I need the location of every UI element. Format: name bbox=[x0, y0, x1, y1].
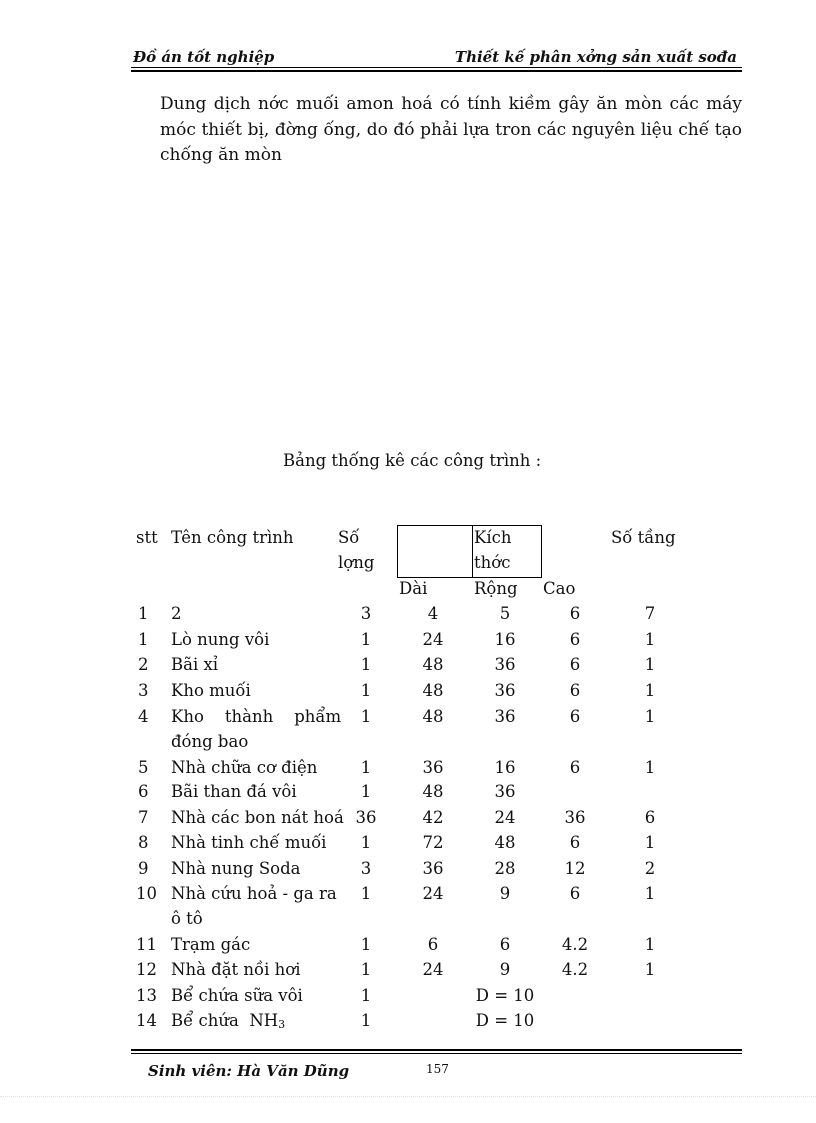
col-number-3: 3 bbox=[360, 604, 372, 623]
row-qty: 1 bbox=[360, 935, 372, 954]
col-number-5: 5 bbox=[499, 604, 511, 623]
row-name: Kho muối bbox=[171, 681, 251, 700]
row-floors: 1 bbox=[644, 655, 656, 674]
row-floors: 2 bbox=[644, 859, 656, 878]
row-name: Kho thành phẩm bbox=[171, 707, 342, 726]
row-floors: 1 bbox=[644, 758, 656, 777]
row-length: 36 bbox=[422, 758, 444, 777]
row-qty: 1 bbox=[360, 782, 372, 801]
row-qty: 1 bbox=[360, 833, 372, 852]
row-floors: 6 bbox=[644, 808, 656, 827]
row-length: 48 bbox=[422, 707, 444, 726]
row-stt: 8 bbox=[138, 833, 149, 852]
row-qty: 3 bbox=[360, 859, 372, 878]
header-qty-line1: Số bbox=[338, 528, 360, 547]
row-name: Nhà tinh chế muối bbox=[171, 833, 327, 852]
row-height: 6 bbox=[569, 884, 581, 903]
header-rule-thin bbox=[131, 67, 742, 68]
row-name: Nhà các bon nát hoá bbox=[171, 808, 344, 827]
row-stt: 3 bbox=[138, 681, 149, 700]
row-width: 9 bbox=[499, 884, 511, 903]
header-qty-line2: lợng bbox=[338, 553, 375, 572]
header-stt: stt bbox=[136, 528, 158, 547]
row-width: 16 bbox=[494, 630, 516, 649]
page-number: 157 bbox=[426, 1062, 449, 1076]
row-length: 72 bbox=[422, 833, 444, 852]
row-name: Nhà đặt nồi hơi bbox=[171, 960, 301, 979]
header-height: Cao bbox=[543, 579, 576, 598]
row-name: Nhà chữa cơ điện bbox=[171, 758, 318, 777]
row-stt: 1 bbox=[138, 630, 149, 649]
row-diameter: D = 10 bbox=[475, 986, 535, 1005]
row-height: 4.2 bbox=[561, 935, 589, 954]
row-name: Bể chứa sữa vôi bbox=[171, 986, 303, 1005]
dim-box-right bbox=[541, 525, 542, 578]
header-dim-line2: thớc bbox=[474, 553, 511, 572]
dim-box-top bbox=[397, 525, 541, 526]
row-floors: 1 bbox=[644, 960, 656, 979]
row-name: Trạm gác bbox=[171, 935, 251, 954]
header-rule-thick bbox=[131, 70, 742, 72]
row-height: 6 bbox=[569, 707, 581, 726]
page-bottom-dotted-line bbox=[0, 1096, 816, 1097]
row-width: 48 bbox=[494, 833, 516, 852]
row-qty: 1 bbox=[360, 758, 372, 777]
col-number-1: 1 bbox=[138, 604, 149, 623]
header-left: Đồ án tốt nghiệp bbox=[133, 48, 275, 66]
body-paragraph: Dung dịch nớc muối amon hoá có tính kiềm gây ăn mòn các máy móc thiết bị, đờng ống, do đó phải lựa tron các nguyên liệu chế tạo chống ăn mòn bbox=[160, 94, 742, 165]
row-qty: 1 bbox=[360, 707, 372, 726]
header-dim-line1: Kích bbox=[474, 528, 512, 547]
row-width: 6 bbox=[499, 935, 511, 954]
row-stt: 6 bbox=[138, 782, 149, 801]
row-width: 28 bbox=[494, 859, 516, 878]
row-qty: 1 bbox=[360, 884, 372, 903]
row-stt: 2 bbox=[138, 655, 149, 674]
row-name bbox=[171, 1011, 285, 1031]
row-height: 36 bbox=[564, 808, 586, 827]
row-floors: 1 bbox=[644, 884, 656, 903]
col-number-7: 7 bbox=[644, 604, 656, 623]
header-length: Dài bbox=[399, 579, 428, 598]
row-qty: 36 bbox=[355, 808, 377, 827]
col-number-4: 4 bbox=[427, 604, 439, 623]
dim-box-middle bbox=[472, 525, 473, 578]
header-floors: Số tầng bbox=[611, 528, 676, 547]
row-height: 12 bbox=[564, 859, 586, 878]
row-qty: 1 bbox=[360, 630, 372, 649]
row-diameter: D = 10 bbox=[475, 1011, 535, 1030]
row-name: Bãi xỉ bbox=[171, 655, 219, 674]
row-width: 36 bbox=[494, 655, 516, 674]
row-qty: 1 bbox=[360, 1011, 372, 1030]
row-length: 48 bbox=[422, 681, 444, 700]
row-name-continued: ô tô bbox=[171, 909, 203, 928]
row-width: 24 bbox=[494, 808, 516, 827]
row-width: 36 bbox=[494, 782, 516, 801]
row-length: 6 bbox=[427, 935, 439, 954]
row-stt: 13 bbox=[136, 986, 157, 1005]
row-name: Lò nung vôi bbox=[171, 630, 270, 649]
footer-rule-thin bbox=[131, 1053, 742, 1054]
row-qty: 1 bbox=[360, 960, 372, 979]
row-qty: 1 bbox=[360, 681, 372, 700]
row-length: 42 bbox=[422, 808, 444, 827]
row-name: Nhà nung Soda bbox=[171, 859, 301, 878]
table-caption: Bảng thống kê các công trình : bbox=[283, 451, 542, 470]
row-length: 24 bbox=[422, 630, 444, 649]
row-floors: 1 bbox=[644, 707, 656, 726]
row-name: Bãi than đá vôi bbox=[171, 782, 297, 801]
dim-box-left bbox=[397, 525, 398, 578]
row-qty: 1 bbox=[360, 986, 372, 1005]
row-floors: 1 bbox=[644, 630, 656, 649]
row-stt: 11 bbox=[136, 935, 157, 954]
row-floors: 1 bbox=[644, 935, 656, 954]
footer-rule-thick bbox=[131, 1049, 742, 1051]
footer-student: Sinh viên: Hà Văn Dũng bbox=[148, 1062, 350, 1080]
row-width: 36 bbox=[494, 681, 516, 700]
row-height: 6 bbox=[569, 833, 581, 852]
col-number-6: 6 bbox=[569, 604, 581, 623]
col-number-2: 2 bbox=[171, 604, 182, 623]
row-name: Nhà cứu hoả - ga ra bbox=[171, 884, 337, 903]
row-name-text: Bể chứa NH bbox=[171, 1011, 279, 1030]
row-stt: 12 bbox=[136, 960, 157, 979]
row-height: 6 bbox=[569, 758, 581, 777]
row-stt: 14 bbox=[136, 1011, 157, 1030]
row-floors: 1 bbox=[644, 833, 656, 852]
row-name-subscript: 3 bbox=[278, 1018, 286, 1031]
header-width: Rộng bbox=[474, 579, 518, 598]
row-width: 16 bbox=[494, 758, 516, 777]
row-height: 6 bbox=[569, 655, 581, 674]
row-stt: 9 bbox=[138, 859, 149, 878]
row-width: 9 bbox=[499, 960, 511, 979]
row-height: 6 bbox=[569, 630, 581, 649]
header-name: Tên công trình bbox=[171, 528, 294, 547]
row-length: 48 bbox=[422, 655, 444, 674]
row-length: 36 bbox=[422, 859, 444, 878]
row-qty: 1 bbox=[360, 655, 372, 674]
row-length: 48 bbox=[422, 782, 444, 801]
row-length: 24 bbox=[422, 884, 444, 903]
row-width: 36 bbox=[494, 707, 516, 726]
row-stt: 7 bbox=[138, 808, 149, 827]
row-floors: 1 bbox=[644, 681, 656, 700]
dim-box-bottom bbox=[397, 577, 541, 578]
header-right: Thiết kế phân xởng sản xuất sođa bbox=[454, 48, 737, 66]
row-stt: 4 bbox=[138, 707, 149, 726]
row-name-continued: đóng bao bbox=[171, 732, 249, 751]
row-stt: 10 bbox=[136, 884, 157, 903]
row-height: 4.2 bbox=[561, 960, 589, 979]
row-height: 6 bbox=[569, 681, 581, 700]
row-stt: 5 bbox=[138, 758, 149, 777]
row-length: 24 bbox=[422, 960, 444, 979]
